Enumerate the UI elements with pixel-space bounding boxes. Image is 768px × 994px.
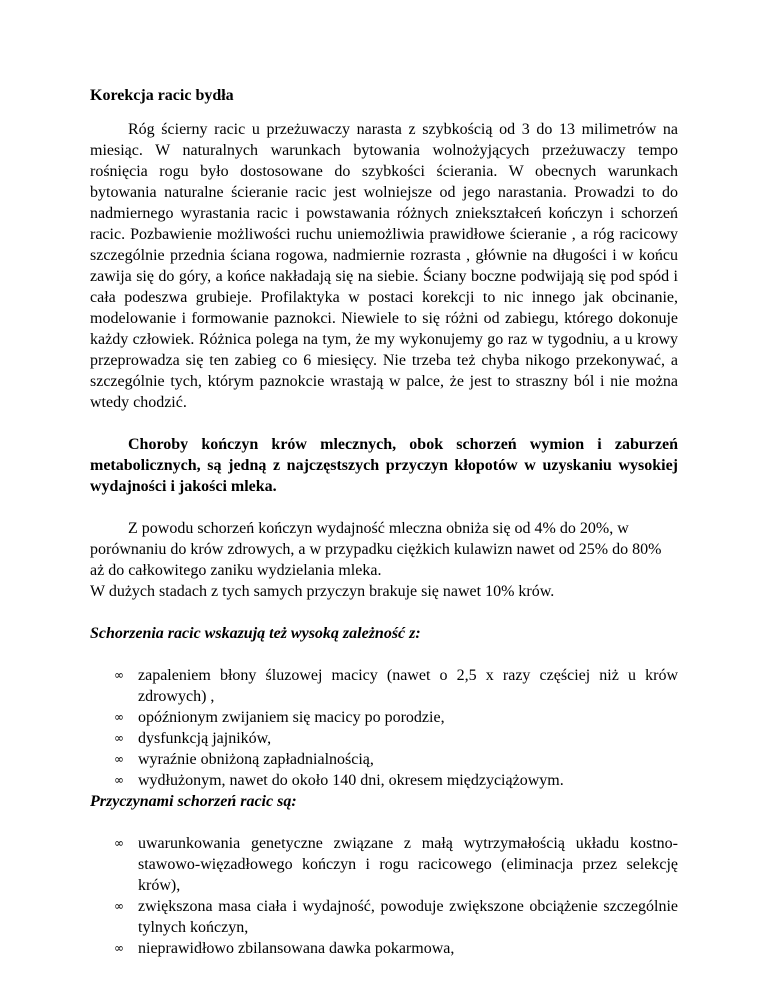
- paragraph-hoof-growth: Róg ścierny racic u przeżuwaczy narasta z szybkością od 3 do 13 milimetrów na miesiąc. W naturalnych warunkach bytowania wolnożyjących przeżuwaczy tempo rośnięcia rogu było dostosowane do szybkości ścierania. W obecnych warunkach bytowania naturalne ścieranie racic jest wolniejsze od jego narastania. Prowadzi to do nadmiernego wyrastania racic i powstawania różnych zniekształceń kończyn i schorzeń racic. Pozbawienie możliwości ruchu uniemożliwia prawidłowe ścieranie , a róg racicowy szczególnie przednia ściana rogowa, nadmiernie rozrasta , głównie na długości i w końcu zawija się do góry, a końce nakładają się na siebie. Ściany boczne podwijają się pod spód i cała podeszwa grubieje. Profilaktyka w postaci korekcji to nic innego jak obcinanie, modelowanie i formowanie paznokci. Niewiele to się różni od zabiegu, którego dokonuje każdy człowiek. Różnica polega na tym, że my wykonujemy go raz w tygodniu, a u krowy przeprowadza się ten zabieg co 6 miesięcy. Nie trzeba też chyba nikogo przekonywać, a szczególnie tych, którym paznokcie wrastają w palce, że jest to straszny ból i nie można wtedy chodzić.: [90, 121, 678, 411]
- document-content: [90, 85, 678, 959]
- bullet-icon: ∞: [114, 899, 124, 913]
- bullet-icon: ∞: [114, 773, 124, 787]
- bullet-icon: ∞: [114, 836, 124, 850]
- bullet-icon: ∞: [114, 752, 124, 766]
- paragraph-milk-yield: [90, 518, 678, 602]
- document-title: Korekcja racic bydła: [90, 87, 234, 104]
- heading-dependence: Schorzenia racic wskazują też wysoką zależność z:: [90, 625, 421, 642]
- bullet-icon: ∞: [114, 941, 124, 955]
- list-item: ∞ wydłużonym, nawet do około 140 dni, okresem międzyciążowym.: [114, 772, 564, 789]
- paragraph-milk-yield-line-1: Z powodu schorzeń kończyn wydajność mleczna obniża się od 4% do 20%, w porównaniu do krów zdrowych, a w przypadku ciężkich kulawizn nawet od 25% do 80% aż do całkowitego zaniku wydzielania mleka.: [90, 520, 662, 579]
- list-item: ∞ uwarunkowania genetyczne związane z małą wytrzymałością układu kostno-stawowo-więzadłowego kończyn i rogu racicowego (eliminacja przez selekcję krów),: [114, 835, 678, 894]
- list-item: ∞ zwiększona masa ciała i wydajność, powoduje zwiększone obciążenie szczególnie tylnych kończyn,: [114, 898, 678, 936]
- list-item: ∞ zapaleniem błony śluzowej macicy (nawet o 2,5 x razy częściej niż u krów zdrowych) ,: [114, 667, 678, 705]
- paragraph-milk-yield-line-2: W dużych stadach z tych samych przyczyn brakuje się nawet 10% krów.: [90, 583, 555, 600]
- dependence-list: [90, 665, 678, 791]
- list-item: ∞ opóźnionym zwijaniem się macicy po porodzie,: [114, 709, 445, 726]
- causes-list: [90, 833, 678, 959]
- list-item: ∞ nieprawidłowo zbilansowana dawka pokarmowa,: [114, 940, 455, 957]
- list-item: ∞ dysfunkcją jajników,: [114, 730, 272, 747]
- list-item: ∞ wyraźnie obniżoną zapładnialnością,: [114, 751, 374, 768]
- bullet-icon: ∞: [114, 731, 124, 745]
- heading-causes: Przyczynami schorzeń racic są:: [90, 793, 297, 810]
- paragraph-limb-diseases: Choroby kończyn krów mlecznych, obok schorzeń wymion i zaburzeń metabolicznych, są jedną z najczęstszych przyczyn kłopotów w uzyskaniu wysokiej wydajności i jakości mleka.: [90, 436, 678, 495]
- bullet-icon: ∞: [114, 668, 124, 682]
- bullet-icon: ∞: [114, 710, 124, 724]
